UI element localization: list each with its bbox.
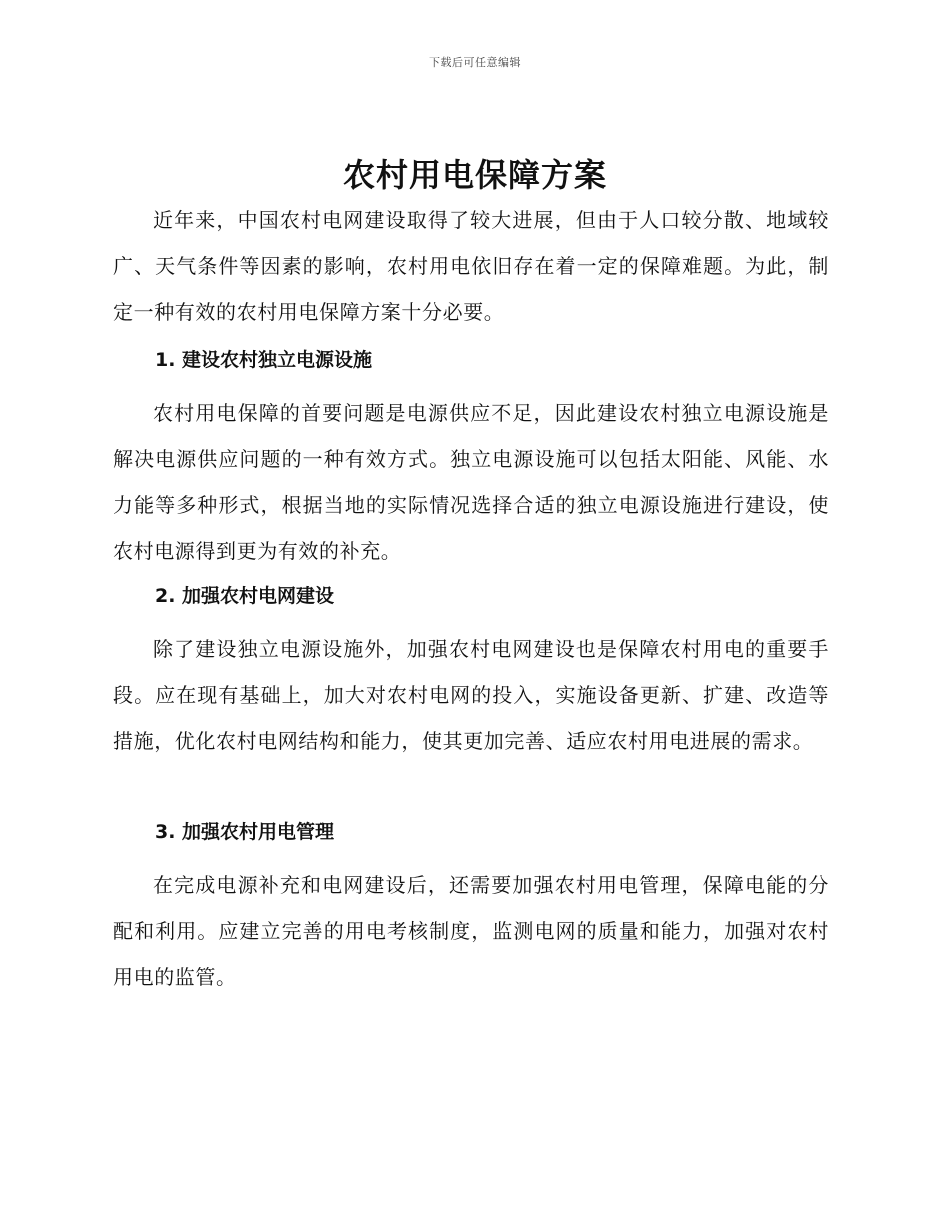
section-3-heading-block <box>113 809 829 855</box>
section-1-heading-block <box>113 337 829 383</box>
page-header-note: 下载后可任意编辑 <box>429 56 521 69</box>
section-heading: 1. 建设农村独立电源设施 <box>155 349 373 371</box>
section-heading: 2. 加强农村电网建设 <box>155 585 335 607</box>
intro-block <box>113 197 829 335</box>
intro-paragraph: 近年来，中国农村电网建设取得了较大进展，但由于人口较分散、地域较广、天气条件等因素的影响，农村用电依旧存在着一定的保障难题。为此，制定一种有效的农村用电保障方案十分必要。 <box>113 208 829 324</box>
section-paragraph: 农村用电保障的首要问题是电源供应不足，因此建设农村独立电源设施是解决电源供应问题的一种有效方式。独立电源设施可以包括太阳能、风能、水力能等多种形式，根据当地的实际情况选择合适的独立电源设施进行建设，使农村电源得到更为有效的补充。 <box>113 401 829 563</box>
section-heading: 3. 加强农村用电管理 <box>155 821 335 843</box>
section-2-heading-block <box>113 573 829 619</box>
section-paragraph: 在完成电源补充和电网建设后，还需要加强农村用电管理，保障电能的分配和利用。应建立完善的用电考核制度，监测电网的质量和能力，加强对农村用电的监管。 <box>113 873 829 989</box>
section-3-body-block <box>113 862 829 1000</box>
section-2-body-block <box>113 626 829 764</box>
section-paragraph: 除了建设独立电源设施外，加强农村电网建设也是保障农村用电的重要手段。应在现有基础上，加大对农村电网的投入，实施设备更新、扩建、改造等措施，优化农村电网结构和能力，使其更加完善、适应农村用电进展的需求。 <box>113 637 829 753</box>
section-1-body-block <box>113 390 829 574</box>
document-title: 农村用电保障方案 <box>342 156 607 194</box>
